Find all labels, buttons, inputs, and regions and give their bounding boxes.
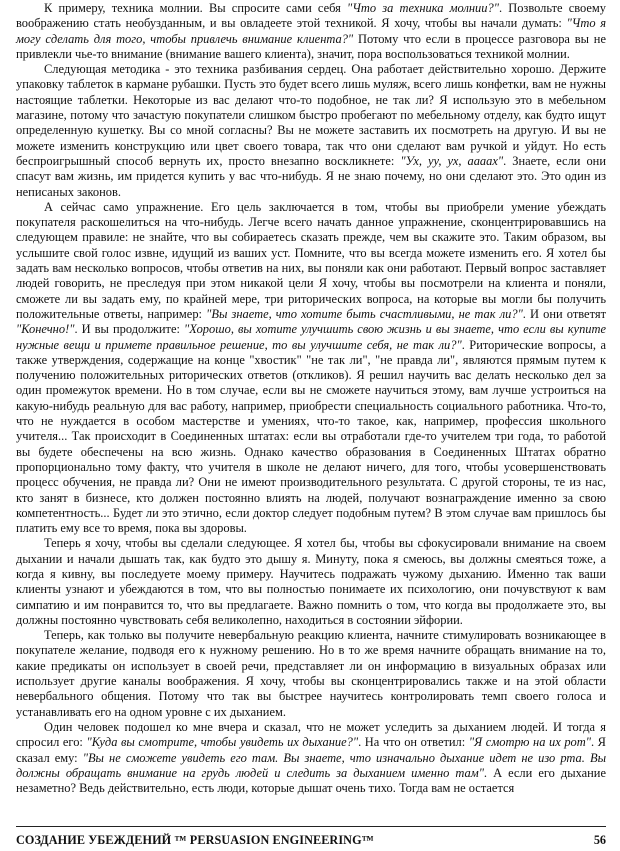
- text-run: . И вы продолжите:: [74, 322, 185, 337]
- page-number: 56: [593, 833, 606, 847]
- footer-book-title: СОЗДАНИЕ УБЕЖДЕНИЙ ™ PERSUASION ENGINEERING™: [16, 833, 374, 847]
- quoted-speech: "Конечно!": [16, 322, 75, 337]
- quoted-speech: "Куда вы смотрите, чтобы увидеть их дыхание?": [86, 735, 359, 750]
- text-run: . Знаете, если они спасут вам жизнь, им придется купить у вас что-нибудь. Я не знаю почему, но они сделают это. Это один из неписаных законов.: [16, 153, 606, 199]
- paragraph: [16, 536, 606, 628]
- text-run: Теперь, как только вы получите невербальную реакцию клиента, начните стимулировать возникающее в покупателе желание, подводя его к нужному решению. Но в то же время начните обращать внимание на то, какие предикаты он использует в своей речи, представляет ли он информацию в визуальных образах или использует другие каналы воображения. Я хочу, чтобы вы сконцентрировались также и на этой области невербального общения. Потому что так вы быстрее научитесь контролировать темп своего голоса и устанавливать его на одном уровне с их дыханием.: [16, 628, 606, 719]
- body-text: [16, 1, 606, 796]
- text-run: . Риторические вопросы, а также утверждения, содержащие на конце "хвостик" "не так ли", "не правда ли", являются прямым путем к получению положительных риторических ответов (откликов). Я решил научить вас делать несколько дел за один промежуток времени. Но в том случае, если вы не сможете научиться этому, вам лучше устроиться на какую-нибудь реальную для вас работу, например, приобрести специальность социального работника. Что-то, что не нуждается в особом мастерстве и умениях, что-то такое, как, например, профессия школьного учителя... Так происходит в Соединенных штатах: если вы отработали где-то учителем три года, то работой вы будете обеспечены на всю жизнь. Однако качество образования в Соединенных Штатах обратно пропорционально тому факту, что учителя в школе не делают ничего, для того, чтобы усовершенствовать процесс обучения, не правда ли? Они не имеют производительного результата. С другой стороны, те из нас, кто занят в бизнесе, кто должен постоянно влиять на людей, получают вознаграждение именно за свою компетентность... Будет ли это этично, если доктор следует подобным путем? В этом случае вам пришлось бы платить ему все то время, пока вы здоровы.: [16, 337, 606, 536]
- paragraph: [16, 200, 606, 537]
- quoted-speech: "Хорошо, вы хотите улучшить свою жизнь и вы знаете, что если вы купите нужные вещи и примете правильное решение, то вы улучшите себя, не так ли?": [16, 322, 607, 352]
- quoted-speech: "Вы знаете, что хотите быть счастливыми, не так ли?": [206, 306, 523, 321]
- text-run: . И они ответят: [522, 306, 607, 321]
- quoted-speech: "Что я могу сделать для того, чтобы привлечь внимание клиента?": [16, 16, 607, 46]
- paragraph: [16, 628, 606, 720]
- paragraph: [16, 720, 606, 796]
- text-run: Один человек подошел ко мне вчера и сказал, что не может уследить за дыханием людей. И тогда я спросил его:: [16, 719, 606, 750]
- quoted-speech: "Ух, уу, ух, аааах": [400, 153, 504, 168]
- text-run: Теперь я хочу, чтобы вы сделали следующее. Я хотел бы, чтобы вы сфокусировали внимание на своем дыхании и начали дышать так, как будто это дышу я. Минуту, пока я смеюсь, вы должны смеяться тоже, а когда я кивну, вы последуете моему примеру. Научитесь подражать чужому дыханию. Именно так ваши клиенты узнают и убеждаются в том, что вы полностью понимаете их психологию, они почувствуют к вам симпатию и им понравится то, что вы предлагаете. Важно помнить о том, что когда вы продолжаете это, вы должны постоянно чувствовать себя великолепно, находиться в состоянии эйфории.: [16, 536, 606, 627]
- text-run: А сейчас само упражнение. Его цель заключается в том, чтобы вы приобрели умение убеждать покупателя раскошелиться на что-нибудь. Легче всего начать данное упражнение, сконцентрировавшись на следующем правиле: не знайте, что вы собираетесь сказать прежде, чем вы скажите это. Таким образом, вы услышите свой голос извне, идущий из ваших уст. Помните, что вы всегда можете изменить его. Я хотел бы задать вам несколько вопросов, чтобы ответив на них, вы поняли как они работают. Первый вопрос заставляет людей говорить, не преследуя при этом никакой цели Я хочу, чтобы вы посмотрели на клиента и поняли, сможете ли вы задать ему, по крайней мере, три риторических вопроса, на которые вы могли бы получить положительные ответы, например:: [16, 199, 606, 321]
- text-run: . Я сказал ему:: [16, 735, 606, 765]
- quoted-speech: "Я смотрю на их рот": [468, 735, 591, 750]
- paragraph: [16, 1, 606, 62]
- text-run: . На что он ответил:: [358, 735, 469, 750]
- paragraph: [16, 62, 606, 200]
- quoted-speech: "Что за техника молнии?": [347, 1, 499, 15]
- text-run: Следующая методика - это техника разбивания сердец. Она работает действительно хорошо. Держите упаковку таблеток в кармане рубашки. Пусть это будет всего лишь муляж, всего лишь конфетки, вам не нужны настоящие таблетки. Некоторые из вас делают что-то подобное, не так ли? Я использую это в мебельном магазине, потому что зачастую покупатели слишком быстро пробегают по мебельному отделу, как будто ищут определенную кушетку. Вы со мной согласны? Вы не можете заставить их посмотреть на другую. И вы не можете изменить конструкцию или цвет своего товара, так что они сделают вам ручкой и уйдут. Но есть беспроигрышный способ вернуть их, просто внезапно воскликнете:: [16, 62, 606, 168]
- text-run: . Позвольте своему воображению стать необузданным, и вы овладеете этой техникой. Я хочу, чтобы вы начали думать:: [16, 1, 607, 31]
- text-run: Потому что если в процессе разговора вы не привлекли чье-то внимание (внимание вашего клиента), значит, пора воспользоваться техникой молнии.: [16, 31, 606, 61]
- text-run: . А если его дыхание незаметно? Ведь действительно, есть люди, которые дышат очень тихо. Тогда вам не остается: [16, 765, 606, 796]
- text-run: К примеру, техника молнии. Вы спросите сами себя: [44, 1, 348, 15]
- footer-divider: [16, 826, 606, 827]
- quoted-speech: "Вы не сможете увидеть его там. Вы знаете, что изначально дыхание идет не изо рта. Вы должны обращать внимание на грудь людей и следить за дыханием именно там": [16, 750, 606, 780]
